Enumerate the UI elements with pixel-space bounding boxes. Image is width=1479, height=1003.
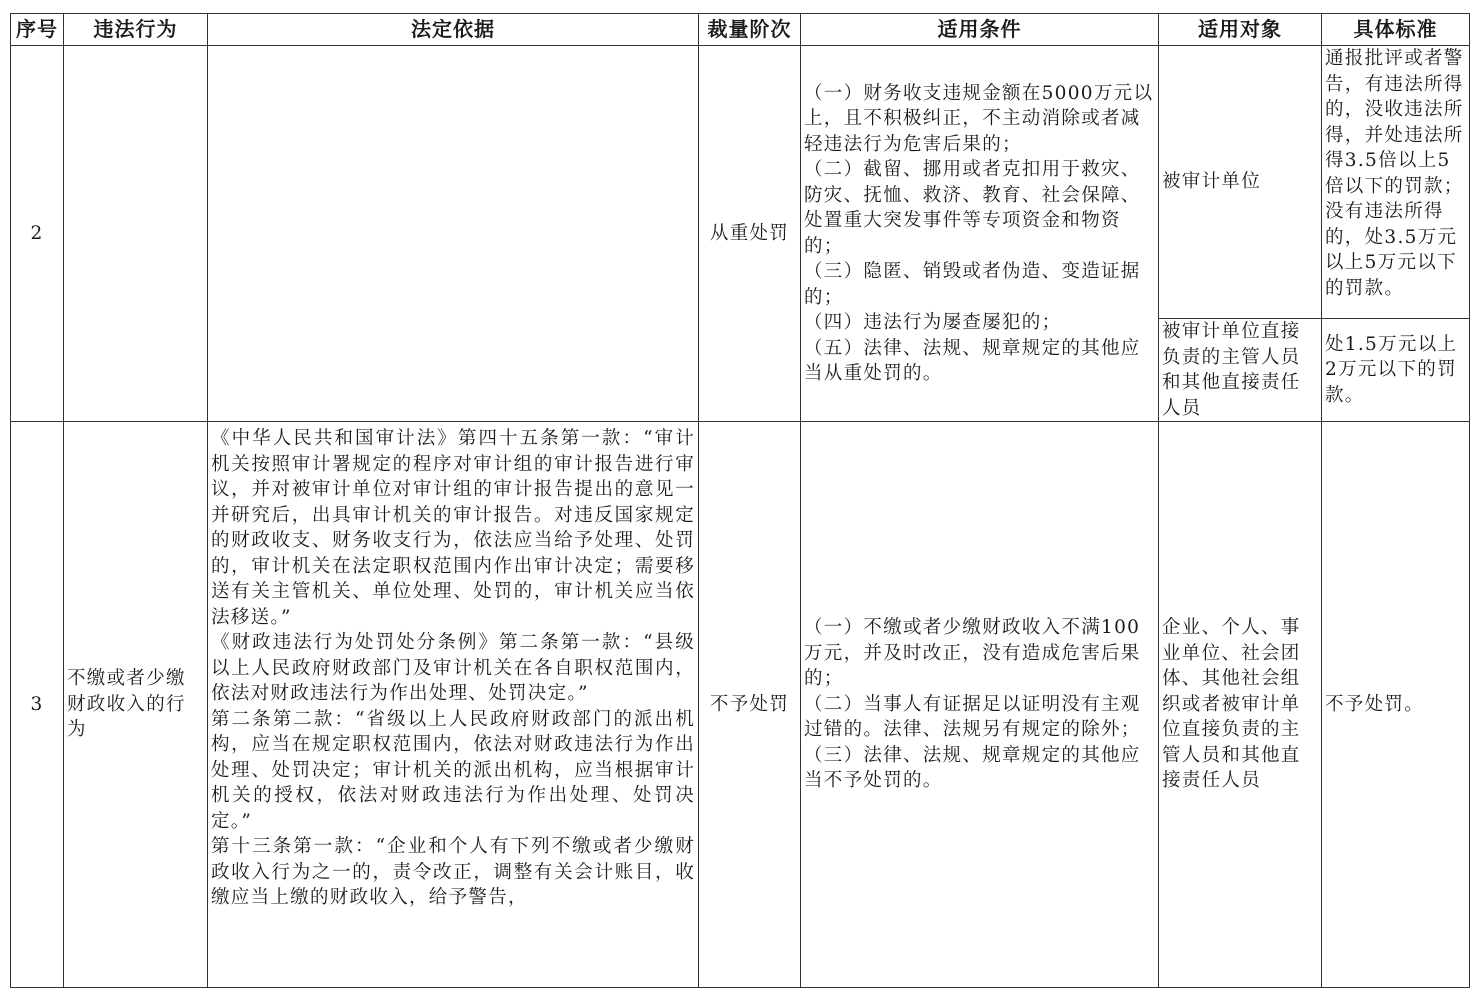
row2-behavior: [64, 46, 208, 422]
header-seq: 序号: [11, 14, 64, 46]
header-standard: 具体标准: [1322, 14, 1470, 46]
row3-level: 不予处罚: [699, 422, 801, 988]
penalty-discretion-table: [10, 13, 1470, 988]
table-header-row: [11, 14, 1470, 46]
row3-seq: 3: [11, 422, 64, 988]
row3-standard: 不予处罚。: [1322, 422, 1470, 988]
table-row: [11, 422, 1470, 988]
table-row: [11, 46, 1470, 319]
header-target: 适用对象: [1159, 14, 1322, 46]
header-level: 裁量阶次: [699, 14, 801, 46]
header-behavior: 违法行为: [64, 14, 208, 46]
row2-target-unit: 被审计单位: [1159, 46, 1322, 319]
row2-standard-unit: 通报批评或者警告，有违法所得的，没收违法所得，并处违法所得3.5倍以上5倍以下的罚款；没有违法所得的，处3.5万元以上5万元以下的罚款。: [1322, 46, 1470, 319]
row3-legal-basis: 《中华人民共和国审计法》第四十五条第一款：“审计机关按照审计署规定的程序对审计组的审计报告进行审议，并对被审计单位对审计组的审计报告提出的意见一并研究后，出具审计机关的审计报告。对违反国家规定的财政收支、财务收支行为，依法应当给予处理、处罚的，审计机关在法定职权范围内作出审计决定；需要移送有关主管机关、单位处理、处罚的，审计机关应当依法移送。” 《财政违法行为处罚处分条例》第二条第一款：“县级以上人民政府财政部门及审计机关在各自职权范围内，依法对财政违法行为作出处理、处罚决定。” 第二条第二款：“省级以上人民政府财政部门的派出机构，应当在规定职权范围内，依法对财政违法行为作出处理、处罚决定；审计机关的派出机构，应当根据审计机关的授权，依法对财政违法行为作出处理、处罚决定。” 第十三条第一款：“企业和个人有下列不缴或者少缴财政收入行为之一的，责令改正，调整有关会计账目，收缴应当上缴的财政收入，给予警告，: [208, 422, 699, 988]
row3-behavior: 不缴或者少缴财政收入的行为: [64, 422, 208, 988]
row2-legal-basis: [208, 46, 699, 422]
header-legal-basis: 法定依据: [208, 14, 699, 46]
row2-seq: 2: [11, 46, 64, 422]
row2-standard-persons: 处1.5万元以上2万元以下的罚款。: [1322, 319, 1470, 422]
row3-conditions: （一）不缴或者少缴财政收入不满100万元，并及时改正，没有造成危害后果的； （二）当事人有证据足以证明没有主观过错的。法律、法规另有规定的除外； （三）法律、法规、规章规定的其他应当不予处罚的。: [801, 422, 1159, 988]
row2-target-persons: 被审计单位直接负责的主管人员和其他直接责任人员: [1159, 319, 1322, 422]
row3-target: 企业、个人、事业单位、社会团体、其他社会组织或者被审计单位直接负责的主管人员和其他直接责任人员: [1159, 422, 1322, 988]
row2-conditions: （一）财务收支违规金额在5000万元以上，且不积极纠正，不主动消除或者减轻违法行为危害后果的； （二）截留、挪用或者克扣用于救灾、防灾、抚恤、救济、教育、社会保障、处置重大突发事件等专项资金和物资的； （三）隐匿、销毁或者伪造、变造证据的； （四）违法行为屡查屡犯的； （五）法律、法规、规章规定的其他应当从重处罚的。: [801, 46, 1159, 422]
row2-level: 从重处罚: [699, 46, 801, 422]
header-conditions: 适用条件: [801, 14, 1159, 46]
